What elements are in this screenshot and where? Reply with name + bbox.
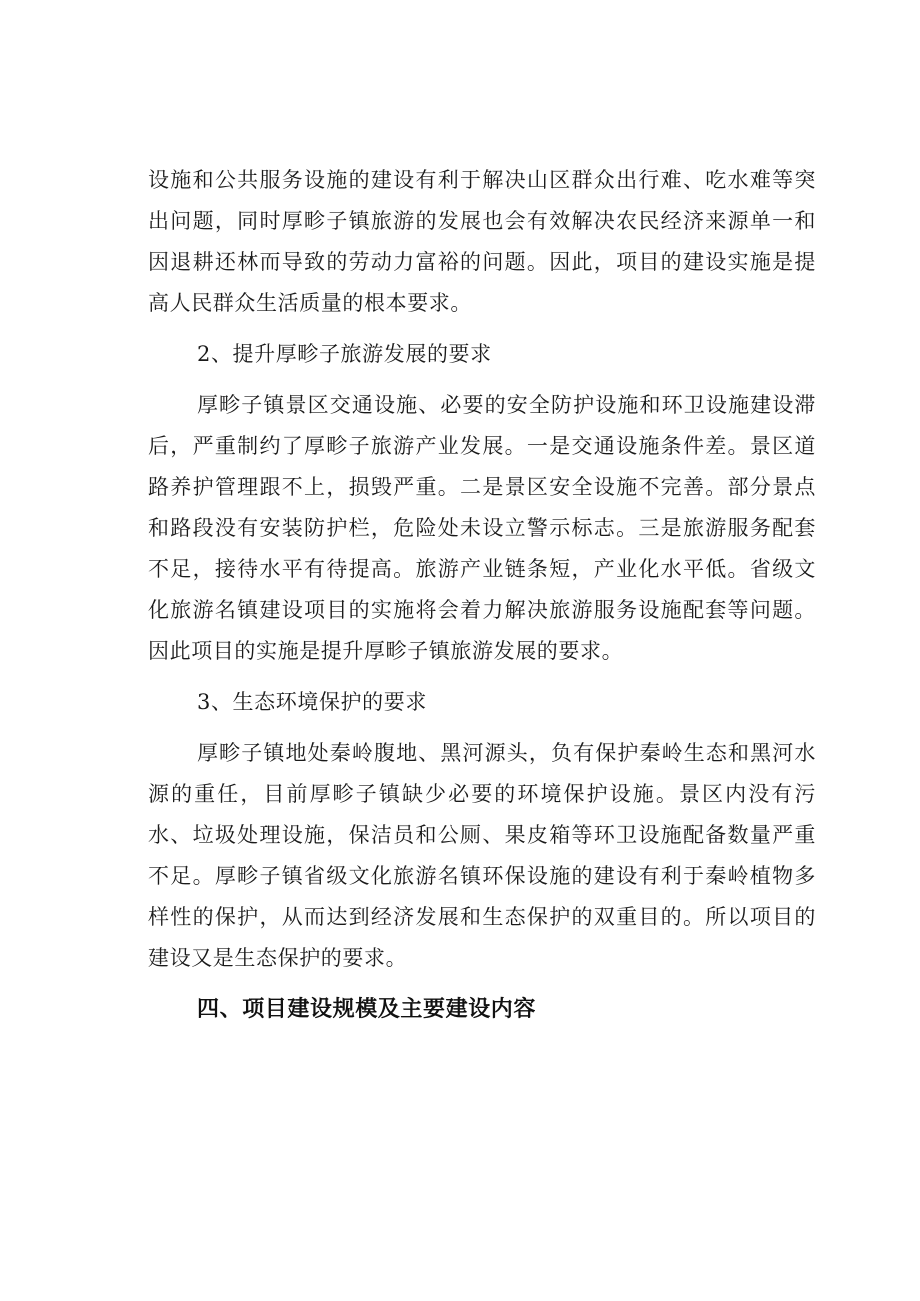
- spacer: [148, 672, 816, 682]
- paragraph-tourism-development: 厚畛子镇景区交通设施、必要的安全防护设施和环卫设施建设滞后，严重制约了厚畛子旅游产业发展。一是交通设施条件差。景区道路养护管理跟不上，损毁严重。二是景区安全设施不完善。部分景点和路段没有安装防护栏，危险处未设立警示标志。三是旅游服务配套不足，接待水平有待提高。旅游产业链条短，产业化水平低。省级文化旅游名镇建设项目的实施将会着力解决旅游服务设施配套等问题。因此项目的实施是提升厚畛子镇旅游发展的要求。: [148, 393, 816, 663]
- spacer: [148, 723, 816, 733]
- spacer: [148, 324, 816, 334]
- subheading-environment-protection: 3、生态环境保护的要求: [197, 690, 427, 714]
- spacer: [148, 375, 816, 385]
- section-heading-construction-scope: 四、项目建设规模及主要建设内容: [197, 997, 537, 1022]
- subheading-tourism-development: 2、提升厚畛子旅游发展的要求: [197, 342, 492, 366]
- spacer: [148, 979, 816, 989]
- paragraph-continued: 设施和公共服务设施的建设有利于解决山区群众出行难、吃水难等突出问题，同时厚畛子镇旅游的发展也会有效解决农民经济来源单一和因退耕还林而导致的劳动力富裕的问题。因此，项目的建设实施是提高人民群众生活质量的根本要求。: [148, 168, 816, 315]
- paragraph-environment-protection: 厚畛子镇地处秦岭腹地、黑河源头，负有保护秦岭生态和黑河水源的重任，目前厚畛子镇缺少必要的环境保护设施。景区内没有污水、垃圾处理设施，保洁员和公厕、果皮箱等环卫设施配备数量严重不足。厚畛子镇省级文化旅游名镇环保设施的建设有利于秦岭植物多样性的保护，从而达到经济发展和生态保护的双重目的。所以项目的建设又是生态保护的要求。: [148, 741, 816, 970]
- document-body: [148, 160, 816, 1030]
